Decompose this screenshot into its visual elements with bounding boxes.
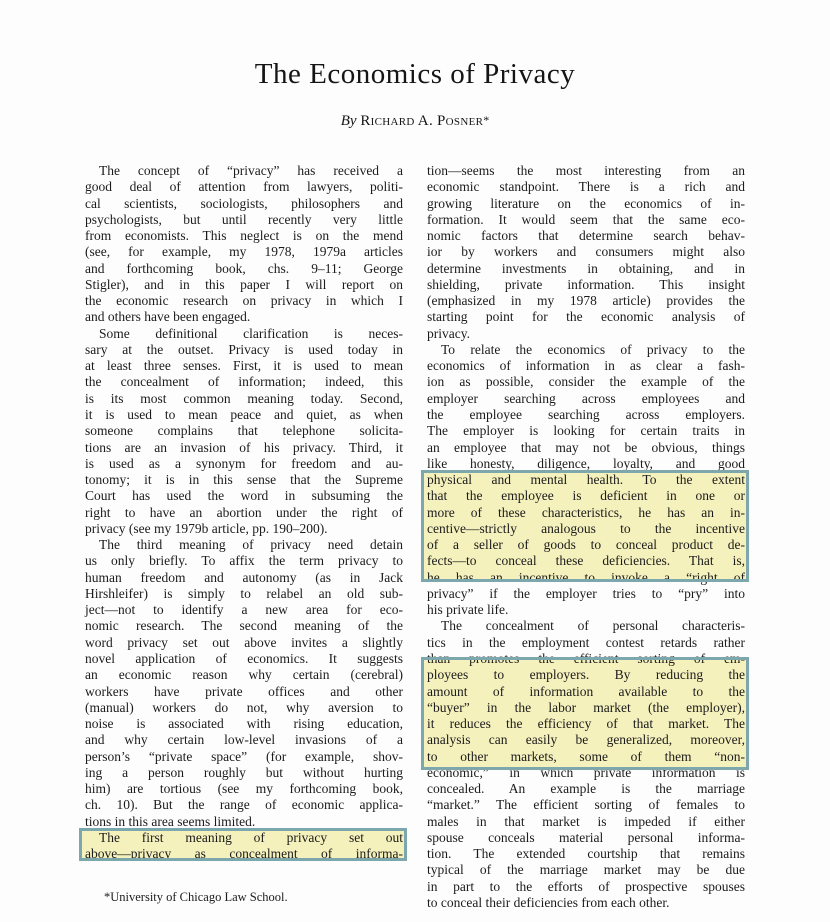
text-line: novel application of economics. It suggests xyxy=(85,650,403,666)
text-line: is used as a synonym for freedom and au- xyxy=(85,455,403,471)
text-line: “market.” The efficient sorting of females to xyxy=(427,797,745,813)
text-line: ch. 10). But the range of economic applica- xyxy=(85,797,403,813)
text-line: Court has used the word in subsuming the xyxy=(85,488,403,504)
byline-author: Richard A. Posner xyxy=(360,113,484,129)
byline-footnote-marker: * xyxy=(483,113,490,127)
text-line: him) are tortious (see my forthcoming book, xyxy=(85,781,403,797)
text-line: tonomy; it is in this sense that the Supreme xyxy=(85,472,403,488)
text-line: typical of the marriage market may be due xyxy=(427,862,745,878)
text-line: like honesty, diligence, loyalty, and good xyxy=(427,455,745,471)
text-line: To relate the economics of privacy to the xyxy=(441,341,745,357)
text-line: tion—seems the most interesting from an xyxy=(427,163,745,178)
text-line: nomic research. The second meaning of the xyxy=(85,618,403,634)
text-line: employer searching across employees and xyxy=(427,390,745,406)
text-line: and forthcoming book, chs. 9–11; George xyxy=(85,260,403,276)
text-line: someone complains that telephone solicita- xyxy=(85,423,403,439)
text-line: it is used to mean peace and quiet, as when xyxy=(85,406,403,422)
text-line: sary at the outset. Privacy is used today in xyxy=(85,341,403,357)
text-line: is its most common meaning today. Second, xyxy=(85,390,403,406)
paper-title: The Economics of Privacy xyxy=(254,58,576,90)
text-line: tions are an invasion of his privacy. Third, it xyxy=(85,439,403,455)
byline-by: By xyxy=(340,113,357,129)
text-line: The employer is looking for certain traits in xyxy=(427,423,745,439)
text-line: to conceal their deficiencies from each other. xyxy=(427,894,670,910)
text-line: cal scientists, sociologists, philosophers and xyxy=(85,195,403,211)
text-line: person’s “private space” (for example, shov- xyxy=(85,748,403,764)
text-line: analysis can easily be generalized, moreover, xyxy=(427,732,745,748)
text-line: determine investments in obtaining, and in xyxy=(427,260,745,276)
text-line: The third meaning of privacy need detain xyxy=(99,537,403,553)
text-line: tics in the employment contest retards rather xyxy=(427,634,745,650)
text-line: spouse conceals material personal informa- xyxy=(427,829,745,845)
text-line: of a seller of goods to conceal product de- xyxy=(427,537,745,553)
text-line: ion as possible, consider the example of the xyxy=(427,374,745,390)
text-line: Stigler), and in this paper I will report on xyxy=(85,276,403,292)
column-left xyxy=(85,163,403,862)
text-line: The concealment of personal characteris- xyxy=(441,618,745,634)
text-line: economic,” in which private information is xyxy=(427,764,745,780)
text-line: starting point for the economic analysis of xyxy=(427,309,745,325)
text-line: us only briefly. To affix the term privacy to xyxy=(85,553,403,569)
text-line: right to have an abortion under the right of xyxy=(85,504,403,520)
text-line: word privacy set out above invites a slightly xyxy=(85,634,403,650)
text-line: growing literature on the economics of in- xyxy=(427,195,745,211)
byline xyxy=(85,113,745,130)
text-line: privacy (see my 1979b article, pp. 190–200). xyxy=(85,520,328,536)
text-line: shielding, private information. This insight xyxy=(427,276,745,292)
text-line: human freedom and autonomy (as in Jack xyxy=(85,569,403,585)
text-line: nomic factors that determine search behav- xyxy=(427,228,745,244)
text-line: amount of information available to the xyxy=(427,683,745,699)
text-line: workers have private offices and other xyxy=(85,683,403,699)
text-line: ing a person roughly but without hurting xyxy=(85,764,403,780)
text-line: The first meaning of privacy set out xyxy=(99,829,403,845)
text-line: (emphasized in my 1978 article) provides the xyxy=(427,293,745,309)
text-line: more of these characteristics, he has an in- xyxy=(427,504,745,520)
text-line: above—privacy as concealment of informa- xyxy=(85,846,403,862)
text-line: (manual) workers do not, why aversion to xyxy=(85,699,403,715)
text-line: economic standpoint. There is a rich and xyxy=(427,179,745,195)
text-line: psychologists, but until recently very little xyxy=(85,211,403,227)
text-line: physical and mental health. To the extent xyxy=(427,472,745,488)
text-line: and why certain low-level invasions of a xyxy=(85,732,403,748)
text-line: The concept of “privacy” has received a xyxy=(99,163,403,178)
text-line: in part to the efforts of prospective spouses xyxy=(427,878,745,894)
text-line: his private life. xyxy=(427,602,509,618)
text-line: that the employee is deficient in one or xyxy=(427,488,745,504)
text-line: concealed. An example is the marriage xyxy=(427,781,745,797)
text-line: “buyer” in the labor market (the employer), xyxy=(427,699,745,715)
text-line: an employee that may not be obvious, things xyxy=(427,439,745,455)
text-line: the concealment of information; indeed, this xyxy=(85,374,403,390)
text-line: tion. The extended courtship that remains xyxy=(427,846,745,862)
text-line: Hirshleifer) is simply to relabel an old sub- xyxy=(85,585,403,601)
text-line: privacy” if the employer tries to “pry” into xyxy=(427,585,745,601)
text-line: tions in this area seems limited. xyxy=(85,813,256,829)
text-line: good deal of attention from lawyers, politi- xyxy=(85,179,403,195)
text-line: ior by workers and consumers might also xyxy=(427,244,745,260)
text-line: he has an incentive to invoke a “right of xyxy=(427,569,745,585)
text-line: privacy. xyxy=(427,325,470,341)
text-line: males in that market is impeded if either xyxy=(427,813,745,829)
text-line: than promotes the efficient sorting of em- xyxy=(427,650,745,666)
text-line: (see, for example, my 1978, 1979a articles xyxy=(85,244,403,260)
text-line: centive—strictly analogous to the incentive xyxy=(427,520,745,536)
text-line: it reduces the efficiency of that market. The xyxy=(427,716,745,732)
text-line: the employee searching across employers. xyxy=(427,406,745,422)
text-line: noise is associated with rising education, xyxy=(85,716,403,732)
text-line: and others have been engaged. xyxy=(85,309,251,325)
text-line: economics of information in as clear a fash- xyxy=(427,358,745,374)
text-line: ployees to employers. By reducing the xyxy=(427,667,745,683)
column-right xyxy=(427,163,745,911)
footnote: *University of Chicago Law School. xyxy=(104,890,288,904)
text-line: ject—not to identify a new area for eco- xyxy=(85,602,403,618)
text-line: the economic research on privacy in which I xyxy=(85,293,403,309)
text-line: to other markets, some of them “non- xyxy=(427,748,745,764)
text-line: formation. It would seem that the same eco- xyxy=(427,211,745,227)
text-line: Some definitional clarification is neces- xyxy=(99,325,403,341)
text-line: at least three senses. First, it is used to mean xyxy=(85,358,403,374)
text-line: fects—to conceal these deficiencies. That is, xyxy=(427,553,745,569)
text-line: an economic reason why certain (cerebral) xyxy=(85,667,403,683)
text-line: from economists. This neglect is on the mend xyxy=(85,228,403,244)
